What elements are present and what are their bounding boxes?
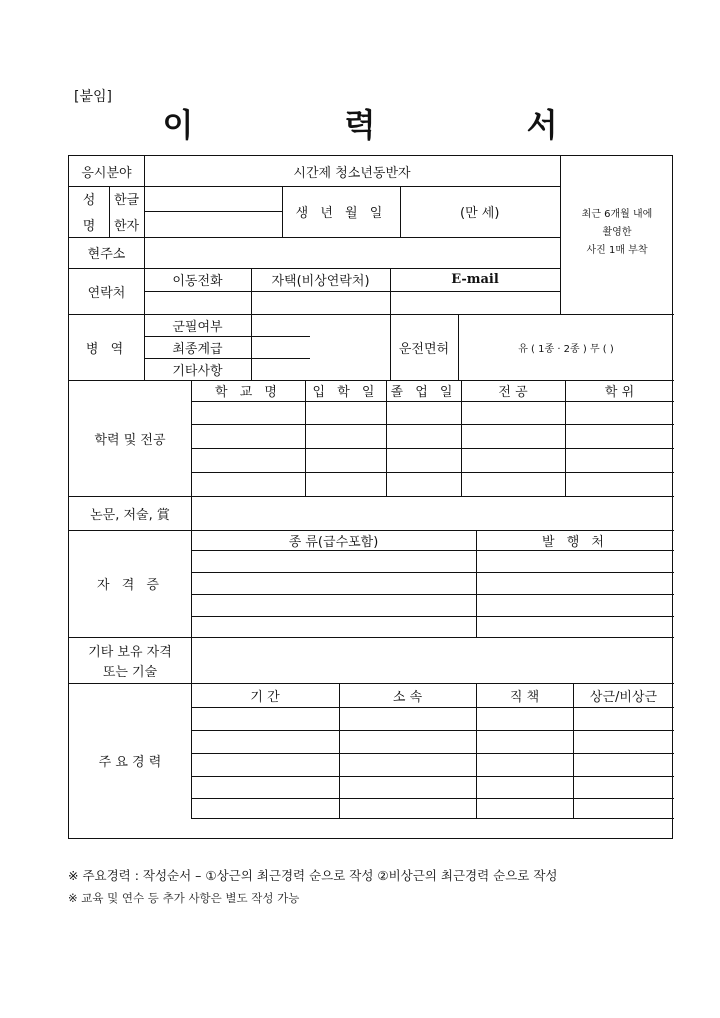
cert-header-type: 종 류(급수포함) — [288, 534, 379, 550]
mobile-label: 이동전화 — [172, 274, 223, 289]
military-label: 병 역 — [85, 341, 128, 357]
military-etc-label: 기타사항 — [172, 363, 223, 379]
email-label: E-mail — [451, 272, 499, 287]
apply-field-label: 응시분야 — [81, 165, 132, 181]
name-label-top: 성 — [82, 193, 96, 208]
other-skills-label-1: 기타 보유 자격 — [88, 644, 172, 660]
other-skills-label-2: 또는 기술 — [102, 664, 158, 680]
name-label-bottom: 명 — [82, 218, 96, 234]
military-rank-label: 최종계급 — [172, 341, 223, 357]
photo-note-line1: 최근 6개월 내에 — [581, 208, 653, 220]
attachment-label: [붙임] — [74, 89, 112, 105]
career-header-period: 기 간 — [250, 689, 280, 705]
home-phone-label: 자택(비상연락처) — [271, 274, 370, 289]
hanja-label: 한자 — [113, 218, 140, 234]
edu-header-major: 전 공 — [498, 385, 528, 400]
edu-header-admission: 입 학 일 — [312, 385, 379, 400]
edu-header-degree: 학 위 — [604, 385, 635, 400]
contact-label: 연락처 — [87, 285, 126, 301]
career-header-affiliation: 소 속 — [392, 689, 423, 705]
military-service-label: 군필여부 — [172, 319, 223, 335]
additional-note: ※ 교육 및 연수 등 추가 사항은 별도 작성 가능 — [68, 891, 300, 905]
photo-note-line3: 사진 1매 부착 — [586, 244, 648, 256]
edu-header-school: 학 교 명 — [215, 385, 281, 400]
certificates-label: 자 격 증 — [97, 578, 163, 593]
career-label: 주 요 경 력 — [98, 755, 162, 770]
career-note: ※ 주요경력 : 작성순서 – ①상근의 최근경력 순으로 작성 ②비상근의 최근경력 순으로 작성 — [68, 868, 558, 883]
cert-header-issuer: 발 행 처 — [542, 534, 608, 550]
drivers-license-label: 운전면허 — [398, 341, 450, 357]
education-label: 학력 및 전공 — [94, 432, 166, 448]
birth-date-label: 생 년 월 일 — [295, 206, 387, 221]
drivers-license-value: 유 ( 1종 · 2종 ) 무 ( ) — [518, 343, 614, 355]
career-header-type: 상근/비상근 — [589, 689, 658, 705]
address-label: 현주소 — [87, 247, 126, 262]
apply-field-value: 시간제 청소년동반자 — [293, 165, 411, 181]
edu-header-graduation: 졸 업 일 — [390, 385, 457, 400]
hangul-label: 한글 — [113, 193, 140, 208]
career-header-position: 직 책 — [509, 689, 540, 705]
resume-form — [68, 155, 673, 839]
papers-label: 논문, 저술, 賞 — [90, 507, 170, 523]
age-label: (만 세) — [460, 205, 500, 221]
page-title: 이 력 서 — [162, 106, 628, 144]
photo-note-line2: 촬영한 — [602, 226, 632, 238]
